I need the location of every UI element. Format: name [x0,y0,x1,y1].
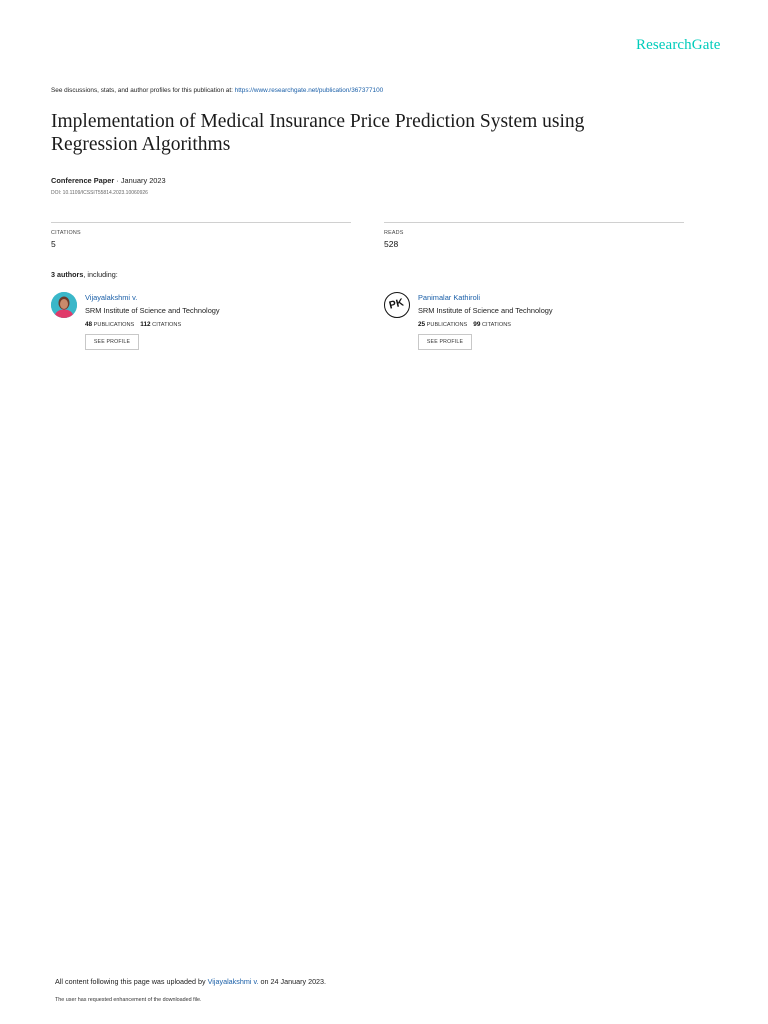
upload-note [55,977,326,986]
avatar[interactable] [51,292,77,318]
discussion-line [51,87,383,94]
meta-separator: · [114,176,121,185]
publications-count: 25 [418,321,426,328]
author-card [51,292,341,354]
reads-count: 528 [384,239,399,249]
paper-title [51,110,691,156]
author-citations-count: 112 [140,321,151,328]
see-profile-button[interactable]: SEE PROFILE [85,334,139,350]
author-stats [85,321,181,328]
authors-heading [51,270,118,279]
publication-link[interactable]: https://www.researchgate.net/publication/367377100 [234,87,384,94]
author-name[interactable]: Vijayalakshmi v. [85,293,138,302]
authors-including: , including: [83,270,118,279]
enhancement-note: The user has requested enhancement of the downloaded file. [55,997,202,1003]
avatar[interactable] [384,292,410,318]
author-card [384,292,674,354]
author-citations-label: CITATIONS [152,322,182,328]
divider-left [51,222,351,223]
reads-label: READS [384,230,404,236]
publication-meta [51,176,166,185]
author-initials: PK [387,296,405,312]
upload-date: on 24 January 2023. [260,977,327,986]
author-institution: SRM Institute of Science and Technology [85,306,220,315]
authors-count: 3 authors [51,270,84,279]
see-profile-button[interactable]: SEE PROFILE [418,334,472,350]
publication-type: Conference Paper [51,176,115,185]
uploader-link[interactable]: Vijayalakshmi v. [207,977,259,986]
author-citations-count: 99 [473,321,481,328]
upload-prefix: All content following this page was uploaded by [55,977,206,986]
author-citations-label: CITATIONS [481,322,511,328]
title-line-2: Regression Algorithms [51,134,231,155]
title-line-1: Implementation of Medical Insurance Price Prediction System using [51,111,585,132]
publications-label: PUBLICATIONS [93,322,135,328]
publication-date: January 2023 [120,176,166,185]
publications-count: 48 [85,321,93,328]
author-name[interactable]: Panimalar Kathiroli [418,293,481,302]
author-institution: SRM Institute of Science and Technology [418,306,553,315]
discussion-text: See discussions, stats, and author profiles for this publication at: [51,87,233,94]
author-photo-icon [51,292,77,318]
doi: DOI: 10.1109/ICSSIT55814.2023.10060926 [51,190,148,196]
divider-right [384,222,684,223]
citations-label: CITATIONS [51,230,81,236]
researchgate-logo[interactable]: ResearchGate [636,37,721,53]
citations-count: 5 [51,239,56,249]
publications-label: PUBLICATIONS [426,322,468,328]
author-stats [418,321,511,328]
